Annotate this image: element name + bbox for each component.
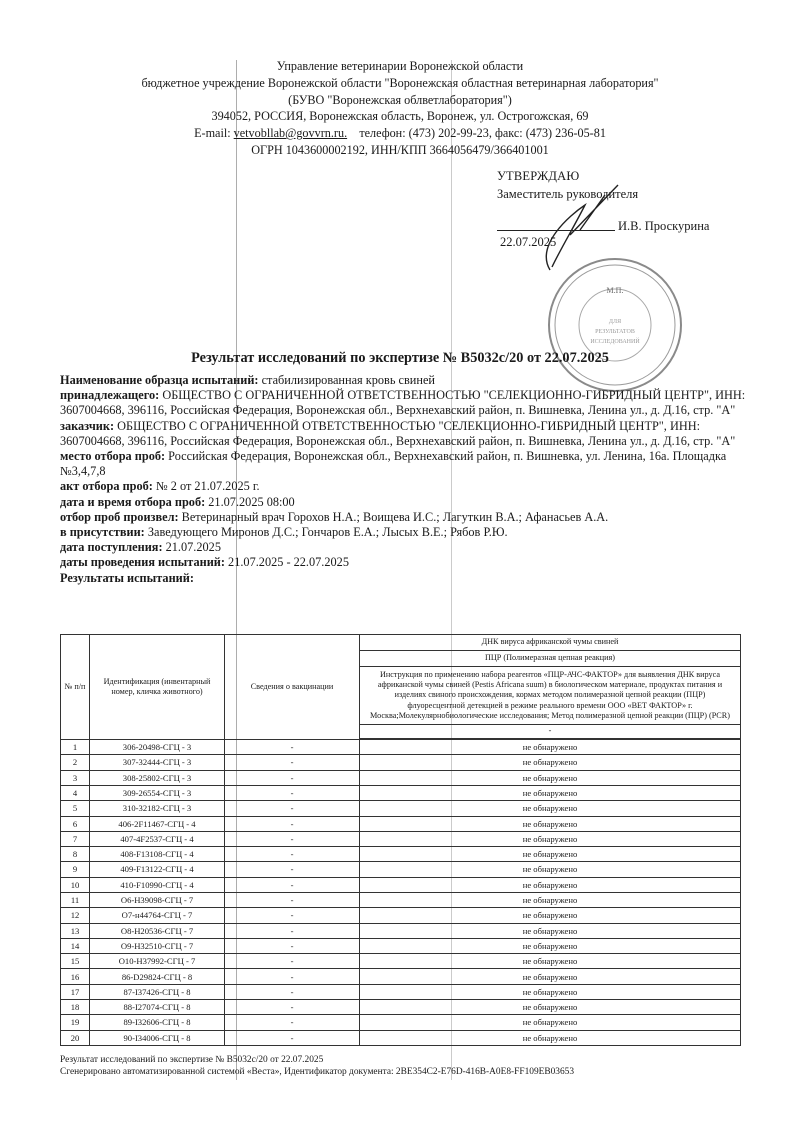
field-sample — [60, 373, 750, 388]
table-row: 6 406-2F11467-СГЦ - 4 - не обнаружено — [61, 816, 741, 831]
results-heading: Результаты испытаний: — [60, 570, 194, 585]
table-row: 15 O10-H37992-СГЦ - 7 - не обнаружено — [61, 954, 741, 969]
table-row: 1 306-20498-СГЦ - 3 - не обнаружено — [61, 740, 741, 755]
field-act — [60, 479, 750, 494]
field-datetime — [60, 495, 750, 510]
table-header-row — [61, 635, 741, 651]
field-value: № 2 от 21.07.2025 г. — [155, 479, 260, 494]
field-label: дата и время отбора проб: — [60, 494, 206, 509]
table-row: 5 310-32182-СГЦ - 3 - не обнаружено — [61, 801, 741, 816]
table-row: 3 308-25802-СГЦ - 3 - не обнаружено — [61, 770, 741, 785]
table-row: 17 87-I37426-СГЦ - 8 - не обнаружено — [61, 984, 741, 999]
header-institution: бюджетное учреждение Воронежской области "Воронежская областная ветеринарная лаборатория" — [141, 75, 659, 90]
field-presence — [60, 525, 750, 540]
header-address: 394052, РОССИЯ, Воронежская область, Воронеж, ул. Острогожская, 69 — [211, 109, 589, 124]
header-indicator: ДНК вируса африканской чумы свиней — [360, 635, 741, 651]
field-label: принадлежащего: — [60, 388, 160, 403]
table-row: 8 408-F13108-СГЦ - 4 - не обнаружено — [61, 847, 741, 862]
field-label: заказчик: — [60, 418, 115, 433]
table-row: 13 O8-H20536-СГЦ - 7 - не обнаружено — [61, 923, 741, 938]
field-value: 21.07.2025 08:00 — [208, 494, 295, 509]
approval-date: 22.07.2025 — [500, 235, 557, 249]
document-title: Результат исследований по экспертизе № B5032c/20 от 22.07.2025 — [191, 350, 609, 366]
field-value: стабилизированная кровь свиней — [261, 373, 435, 387]
table-row: 7 407-4F2537-СГЦ - 4 - не обнаружено — [61, 831, 741, 846]
phone-fax: телефон: (473) 202-99-23, факс: (473) 236-05-81 — [359, 126, 606, 141]
field-label: даты проведения испытаний: — [60, 555, 225, 570]
document-footer — [60, 1055, 574, 1078]
table-row: 9 409-F13122-СГЦ - 4 - не обнаружено — [61, 862, 741, 877]
field-owner — [60, 388, 750, 418]
field-customer — [60, 419, 750, 449]
table-row: 20 90-I34006-СГЦ - 8 - не обнаружено — [61, 1030, 741, 1045]
header-identification: Идентификация (инвентарный номер, кличка животного) — [90, 635, 225, 740]
table-row: 16 86-D29824-СГЦ - 8 - не обнаружено — [61, 969, 741, 984]
table-row: 14 O9-H32510-СГЦ - 7 - не обнаружено — [61, 938, 741, 953]
letterhead — [0, 58, 800, 159]
field-value: Российская Федерация, Воронежская обл., Верхнехавский район, п. Вишневка, ул. Ленина, 16а. Площадка №3,4,7,8 — [60, 449, 727, 479]
sample-details — [60, 373, 750, 586]
field-test-dates — [60, 555, 750, 570]
signer-name: И.В. Проскурина — [618, 219, 710, 233]
email-link[interactable]: vetvobllab@govvrn.ru. — [233, 126, 348, 141]
header-method-short: ПЦР (Полимеразная цепная реакция) — [360, 651, 741, 667]
email-label: E-mail: — [194, 126, 231, 141]
field-place — [60, 449, 750, 479]
header-ministry: Управление ветеринарии Воронежской области — [276, 59, 524, 73]
header-contacts — [0, 125, 800, 142]
svg-text:ДЛЯ: ДЛЯ — [608, 319, 622, 325]
table-row: 10 410-F10990-СГЦ - 4 - не обнаружено — [61, 877, 741, 892]
table-row: 19 89-I32606-СГЦ - 8 - не обнаружено — [61, 1015, 741, 1030]
table-row: 18 88-I27074-СГЦ - 8 - не обнаружено — [61, 1000, 741, 1015]
svg-text:ИССЛЕДОВАНИЙ: ИССЛЕДОВАНИЙ — [590, 339, 640, 345]
svg-text:РЕЗУЛЬТАТОВ: РЕЗУЛЬТАТОВ — [595, 329, 635, 335]
table-row: 11 O6-H39098-СГЦ - 7 - не обнаружено — [61, 892, 741, 907]
field-value: 21.07.2025 - 22.07.2025 — [228, 555, 349, 570]
header-norm: - — [360, 725, 741, 739]
field-value: ОБЩЕСТВО С ОГРАНИЧЕННОЙ ОТВЕТСТВЕННОСТЬЮ "СЕЛЕКЦИОННО-ГИБРИДНЫЙ ЦЕНТР", ИНН: 3607004668, 396116, Российская Федерация, Воронежская обл., Верхнехавский район, п. Вишневка, Ленина ул., д. Д.16, стр. "А" — [60, 388, 746, 418]
header-short-name: (БУВО "Воронежская облветлаборатория") — [288, 92, 512, 107]
field-sampled-by — [60, 510, 750, 525]
header-registration: ОГРН 1043600002192, ИНН/КПП 3664056479/366401001 — [251, 142, 549, 157]
table-row: 2 307-32444-СГЦ - 3 - не обнаружено — [61, 755, 741, 770]
approval-position: Заместитель руководителя — [497, 187, 639, 201]
field-received — [60, 540, 750, 555]
field-label: акт отбора проб: — [60, 479, 153, 494]
field-label: отбор проб произвел: — [60, 509, 179, 524]
field-value: Ветеринарный врач Горохов Н.А.; Воищева И.С.; Лагуткин В.А.; Афанасьев А.А. — [181, 509, 609, 524]
field-label: в присутствии: — [60, 525, 145, 540]
field-value: Заведующего Миронов Д.С.; Гончаров Е.А.; Лысых В.Е.; Рябов Р.Ю. — [147, 525, 508, 540]
header-method-document: Инструкция по применению набора реагентов «ПЦР-АЧС-ФАКТОР» для выявления ДНК вируса африканской чумы свиней (Pestis Africana suum) в биологическом материале, продуктах питания и изделиях свиного происхождения, кормах методом полимеразной цепной реакции (ПЦР) флуоресцентной детекцией в режиме реального времени ООО «ВЕТ ФАКТОР» г. Москва;Молекулярнобиологические исследования; Метод полимеразной цепной реакции (ПЦР) (PCR) — [360, 667, 741, 725]
results-table — [60, 634, 741, 1046]
field-label: дата поступления: — [60, 540, 163, 555]
field-value: 21.07.2025 — [165, 540, 221, 555]
approval-caption: УТВЕРЖДАЮ — [497, 169, 580, 183]
header-vaccination: Сведения о вакцинации — [225, 635, 360, 740]
table-row: 4 309-26554-СГЦ - 3 - не обнаружено — [61, 785, 741, 800]
table-row: 12 O7-н44764-СГЦ - 7 - не обнаружено — [61, 908, 741, 923]
header-num: № п/п — [61, 635, 90, 740]
footer-document-id: Сгенерировано автоматизированной системой «Веста», Идентификатор документа: 2BE354C2-E76D-416B-A0E8-FF109EB03653 — [60, 1066, 575, 1077]
field-label: Наименование образца испытаний: — [60, 373, 259, 387]
footer-reference: Результат исследований по экспертизе № B5032c/20 от 22.07.2025 — [60, 1055, 324, 1065]
svg-text:М.П.: М.П. — [606, 286, 624, 295]
field-label: место отбора проб: — [60, 449, 166, 464]
field-value: ОБЩЕСТВО С ОГРАНИЧЕННОЙ ОТВЕТСТВЕННОСТЬЮ "СЕЛЕКЦИОННО-ГИБРИДНЫЙ ЦЕНТР", ИНН: 3607004668, 396116, Российская Федерация, Воронежская обл., Верхнехавский район, п. Вишневка, Ленина ул., д. Д.16, стр. "А" — [60, 418, 736, 448]
